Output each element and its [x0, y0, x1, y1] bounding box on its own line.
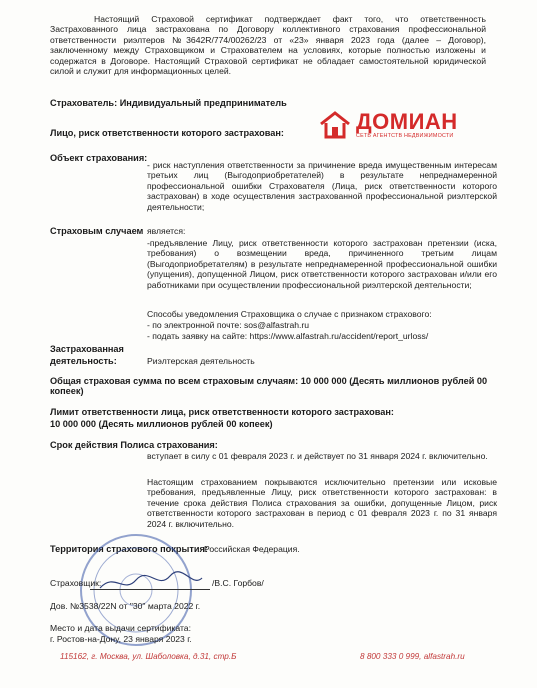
object-label: Объект страхования: — [50, 153, 148, 163]
activity-value: Риэлтерская деятельность — [147, 356, 255, 366]
case-is: является: — [147, 226, 186, 236]
activity-label-2: деятельность: — [50, 356, 117, 366]
notify-email: - по электронной почте: sos@alfastrah.ru — [147, 320, 310, 330]
signature-scribble — [96, 568, 206, 596]
domian-logo — [318, 110, 488, 144]
coverage-text: Настоящим страхованием покрываются исключительно претензии или исковые требования, предъявленные Лицу, риск ответственности которого застрахован: в течение срока действия Полиса страхования за ошибки, допущенные Лицом, риск ответственности которого застрахован в период с 01 февраля 2023 г. по 31 января 2024 г. включительно. — [147, 477, 497, 529]
logo-tagline: СЕТЬ АГЕНТСТВ НЕДВИЖИМОСТИ — [356, 133, 454, 139]
period-label: Срок действия Полиса страхования: — [50, 440, 218, 450]
footer-phone: 8 800 333 0 999, alfastrah.ru — [360, 652, 465, 661]
signature-name: /В.С. Горбов/ — [212, 578, 264, 588]
intro-paragraph: Настоящий Страховой сертификат подтверждает факт того, что ответственность Застрахованного лица застрахована по Договору коллективного страхования профессиональной ответственности риэлтеров №3642R/774/00262/23 от «23» января 2023 года (далее – Договор), заключенному между Страховщиком и Страхователем на условиях, которые полностью изложены и содержатся в Договоре. Настоящий Страховой сертификат не обладает самостоятельной юридической силой и служит для информационных целей. — [50, 14, 486, 77]
power-of-attorney: Дов. №3538/22N от "30" марта 2022 г. — [50, 601, 201, 611]
limit-line-2: 10 000 000 (Десять миллионов рублей 00 копеек) — [50, 419, 273, 429]
house-icon — [318, 110, 352, 140]
notify-title: Способы уведомления Страховщика о случае с признаком страхового: — [147, 309, 432, 319]
case-label: Страховым случаем — [50, 226, 144, 236]
issue-line-2: г. Ростов-на-Дону, 23 января 2023 г. — [50, 634, 192, 644]
insurer-label: Страхователь: Индивидуальный предприниматель — [50, 98, 287, 108]
footer-address: 115162, г. Москва, ул. Шаболовка, д.31, стр.Б — [60, 652, 237, 661]
territory-label: Территория страхового покрытия: — [50, 544, 208, 554]
issue-line-1: Место и дата выдачи сертификата: — [50, 623, 191, 633]
territory-value: Российская Федерация. — [204, 544, 300, 554]
limit-line-1: Лимит ответственности лица, риск ответственности которого застрахован: — [50, 407, 394, 417]
object-text: - риск наступления ответственности за причинение вреда имущественным интересам третьих лиц (Выгодоприобретателей) в результате непреднамеренной профессиональной ошибки Страхователя (Лица, риск ответственности которого застрахован) в ходе осуществления застрахованной профессиональной риэлтерской деятельности; — [147, 160, 497, 212]
insured-person-label: Лицо, риск ответственности которого застрахован: — [50, 128, 284, 138]
total-sum: Общая страховая сумма по всем страховым случаям: 10 000 000 (Десять миллионов рублей 00 копеек) — [50, 376, 488, 397]
notify-site: - подать заявку на сайте: https://www.alfastrah.ru/accident/report_urloss/ — [147, 331, 429, 341]
signature-label: Страховщик: — [50, 578, 102, 588]
logo-word: ДОМИАН — [356, 109, 458, 134]
activity-label-1: Застрахованная — [50, 344, 124, 354]
period-text: вступает в силу с 01 февраля 2023 г. и действует по 31 января 2024 г. включительно. — [147, 451, 488, 461]
case-text: -предъявление Лицу, риск ответственности которого застрахован претензии (иска, требования) о возмещении вреда, причиненного третьим лицам (Выгодоприобретателям) в результате непреднамеренной профессиональной ошибки (упущения), допущенной Лицом, риск ответственности которого застрахован и/или его работниками при осуществлении профессиональной риэлтерской деятельности; — [147, 238, 497, 290]
